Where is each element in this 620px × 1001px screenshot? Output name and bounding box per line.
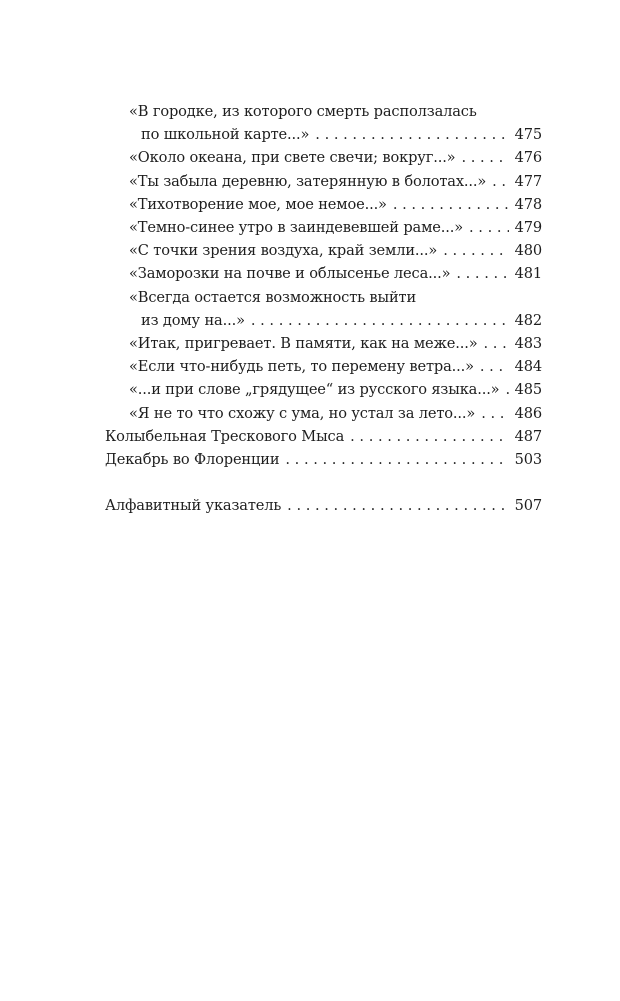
toc-entry: [105, 332, 542, 355]
toc-page-number: 479: [514, 219, 542, 237]
leader-dots: [315, 123, 508, 146]
toc-entry-title: «Если что-нибудь петь, то перемену ветра...»: [129, 358, 474, 376]
toc-entry-title: «Заморозки на почве и облысенье леса...»: [129, 265, 451, 283]
leader-dots: [505, 378, 508, 401]
toc-page-number: 481: [514, 265, 542, 283]
toc-page-number: 482: [514, 311, 542, 329]
toc-page-number: 485: [514, 381, 542, 399]
leader-dots: [285, 448, 508, 471]
leader-dots: [461, 146, 508, 169]
toc-page-number: 475: [514, 126, 542, 144]
leader-dots: [287, 494, 508, 517]
toc-page-number: 477: [514, 172, 542, 190]
toc-entry: [105, 193, 542, 216]
toc-entry-title-continued: из дому на...»: [141, 311, 245, 329]
leader-dots: [481, 402, 508, 425]
toc-page-number: 478: [514, 195, 542, 213]
toc-entry: [105, 402, 542, 425]
toc-entry-title: «Темно-синее утро в заиндевевшей раме...»: [129, 219, 464, 237]
toc-entry-title: «С точки зрения воздуха, край земли...»: [129, 242, 438, 260]
leader-dots: [350, 425, 508, 448]
toc-entry: [105, 216, 542, 239]
toc-entry: [105, 286, 542, 332]
toc-page-number: 486: [514, 404, 542, 422]
toc-entry-title: Колыбельная Трескового Мыса: [105, 427, 345, 445]
toc-entry-title: «Всегда остается возможность выйти: [129, 288, 417, 306]
toc-entry: [105, 146, 542, 169]
leader-dots: [484, 332, 509, 355]
leader-dots: [469, 216, 509, 239]
leader-dots: [251, 309, 509, 332]
toc-entry: [105, 355, 542, 378]
toc-entry-title: «...и при слове „грядущее“ из русского языка...»: [129, 381, 500, 399]
toc-entry-title: «Тихотворение мое, мое немое...»: [129, 195, 387, 213]
toc-page-number: 484: [514, 358, 542, 376]
leader-dots: [456, 262, 508, 285]
toc-page-number: 487: [514, 427, 542, 445]
leader-dots: [393, 193, 509, 216]
toc-entry-title: «Итак, пригревает. В памяти, как на меже...»: [129, 335, 478, 353]
toc-entry: [105, 378, 542, 401]
toc-page-number: 503: [514, 451, 542, 469]
toc-entry: [105, 262, 542, 285]
toc-entry: [105, 100, 542, 146]
toc-page-number: 507: [514, 497, 542, 515]
toc-entry-title: «Около океана, при свете свечи; вокруг...»: [129, 149, 456, 167]
toc-entry: [105, 494, 542, 517]
leader-dots: [492, 170, 508, 193]
toc-page-number: 480: [514, 242, 542, 260]
toc-entry-title-continued: по школьной карте...»: [141, 126, 310, 144]
toc-entry: [105, 170, 542, 193]
leader-dots: [443, 239, 508, 262]
toc-entry-title: «Ты забыла деревню, затерянную в болотах...»: [129, 172, 487, 190]
toc-page-number: 483: [514, 335, 542, 353]
toc-entry-title: Декабрь во Флоренции: [105, 451, 280, 469]
toc-entry-title: «Я не то что схожу с ума, но устал за лето...»: [129, 404, 476, 422]
leader-dots: [480, 355, 509, 378]
toc-page-number: 476: [514, 149, 542, 167]
toc-entry: [105, 239, 542, 262]
table-of-contents: [105, 100, 542, 517]
toc-entry-title: Алфавитный указатель: [105, 497, 282, 515]
toc-entry-title: «В городке, из которого смерть расползалась: [129, 103, 477, 120]
toc-entry: [105, 448, 542, 471]
toc-entry: [105, 425, 542, 448]
